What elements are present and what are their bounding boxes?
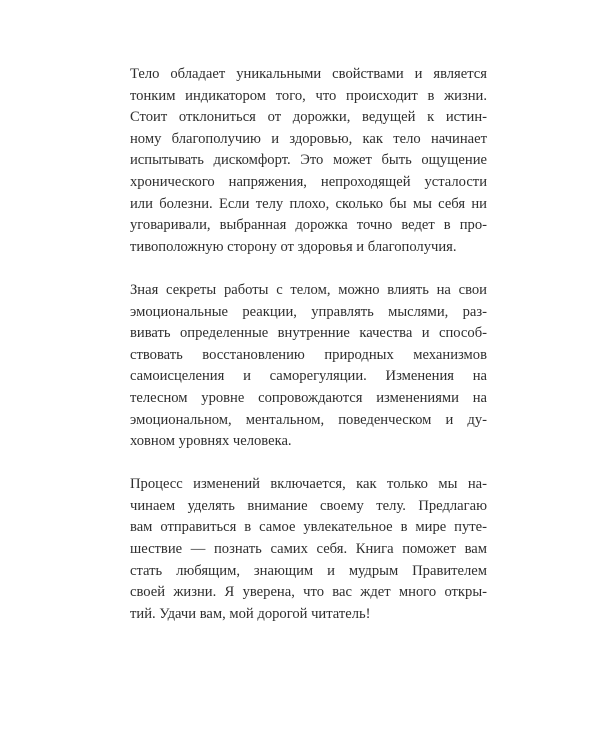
text-line: эмоциональном, ментальном, поведенческом и ду- — [130, 411, 487, 428]
text-line: телесном уровне сопровождаются изменениями на — [130, 389, 487, 406]
text-line: вам отправиться в самое увлекательное в мире путе- — [130, 519, 487, 536]
text-line: Зная секреты работы с телом, можно влиять на свои — [130, 281, 487, 298]
text-line: своей жизни. Я уверена, что вас ждет много откры- — [130, 584, 487, 601]
text-line: Процесс изменений включается, как только мы на- — [130, 476, 487, 493]
text-line: шествие — познать самих себя. Книга поможет вам — [130, 541, 487, 558]
text-line: или болезни. Если телу плохо, сколько бы мы себя ни — [130, 195, 487, 212]
text-line: чинаем уделять внимание своему телу. Предлагаю — [130, 497, 487, 514]
text-line: стать любящим, знающим и мудрым Правителем — [130, 562, 487, 579]
text-line: хронического напряжения, непроходящей усталости — [130, 173, 487, 190]
text-line: эмоциональные реакции, управлять мыслями, раз- — [130, 303, 487, 320]
text-line: самоисцеления и саморегуляции. Изменения на — [130, 368, 487, 385]
text-line: Тело обладает уникальными свойствами и является — [130, 66, 487, 82]
body-text — [130, 64, 487, 647]
text-line: Стоит отклониться от дорожки, ведущей к истин- — [130, 109, 487, 126]
text-line: тонким индикатором того, что происходит в жизни. — [130, 87, 487, 104]
paragraph-1 — [130, 64, 487, 258]
text-line: ховном уровнях человека. — [130, 433, 292, 450]
text-line: уговаривали, выбранная дорожка точно ведет в про- — [130, 217, 487, 234]
text-line: ствовать восстановлению природных механизмов — [130, 346, 487, 363]
paragraph-2 — [130, 280, 487, 453]
text-line: тивоположную сторону от здоровья и благополучия. — [130, 238, 457, 255]
text-line: ному благополучию и здоровью, как тело начинает — [130, 130, 487, 147]
text-line: тий. Удачи вам, мой дорогой читатель! — [130, 605, 371, 622]
text-line: вивать определенные внутренние качества и способ- — [130, 325, 487, 342]
text-line: испытывать дискомфорт. Это может быть ощущение — [130, 152, 487, 169]
paragraph-3 — [130, 474, 487, 625]
